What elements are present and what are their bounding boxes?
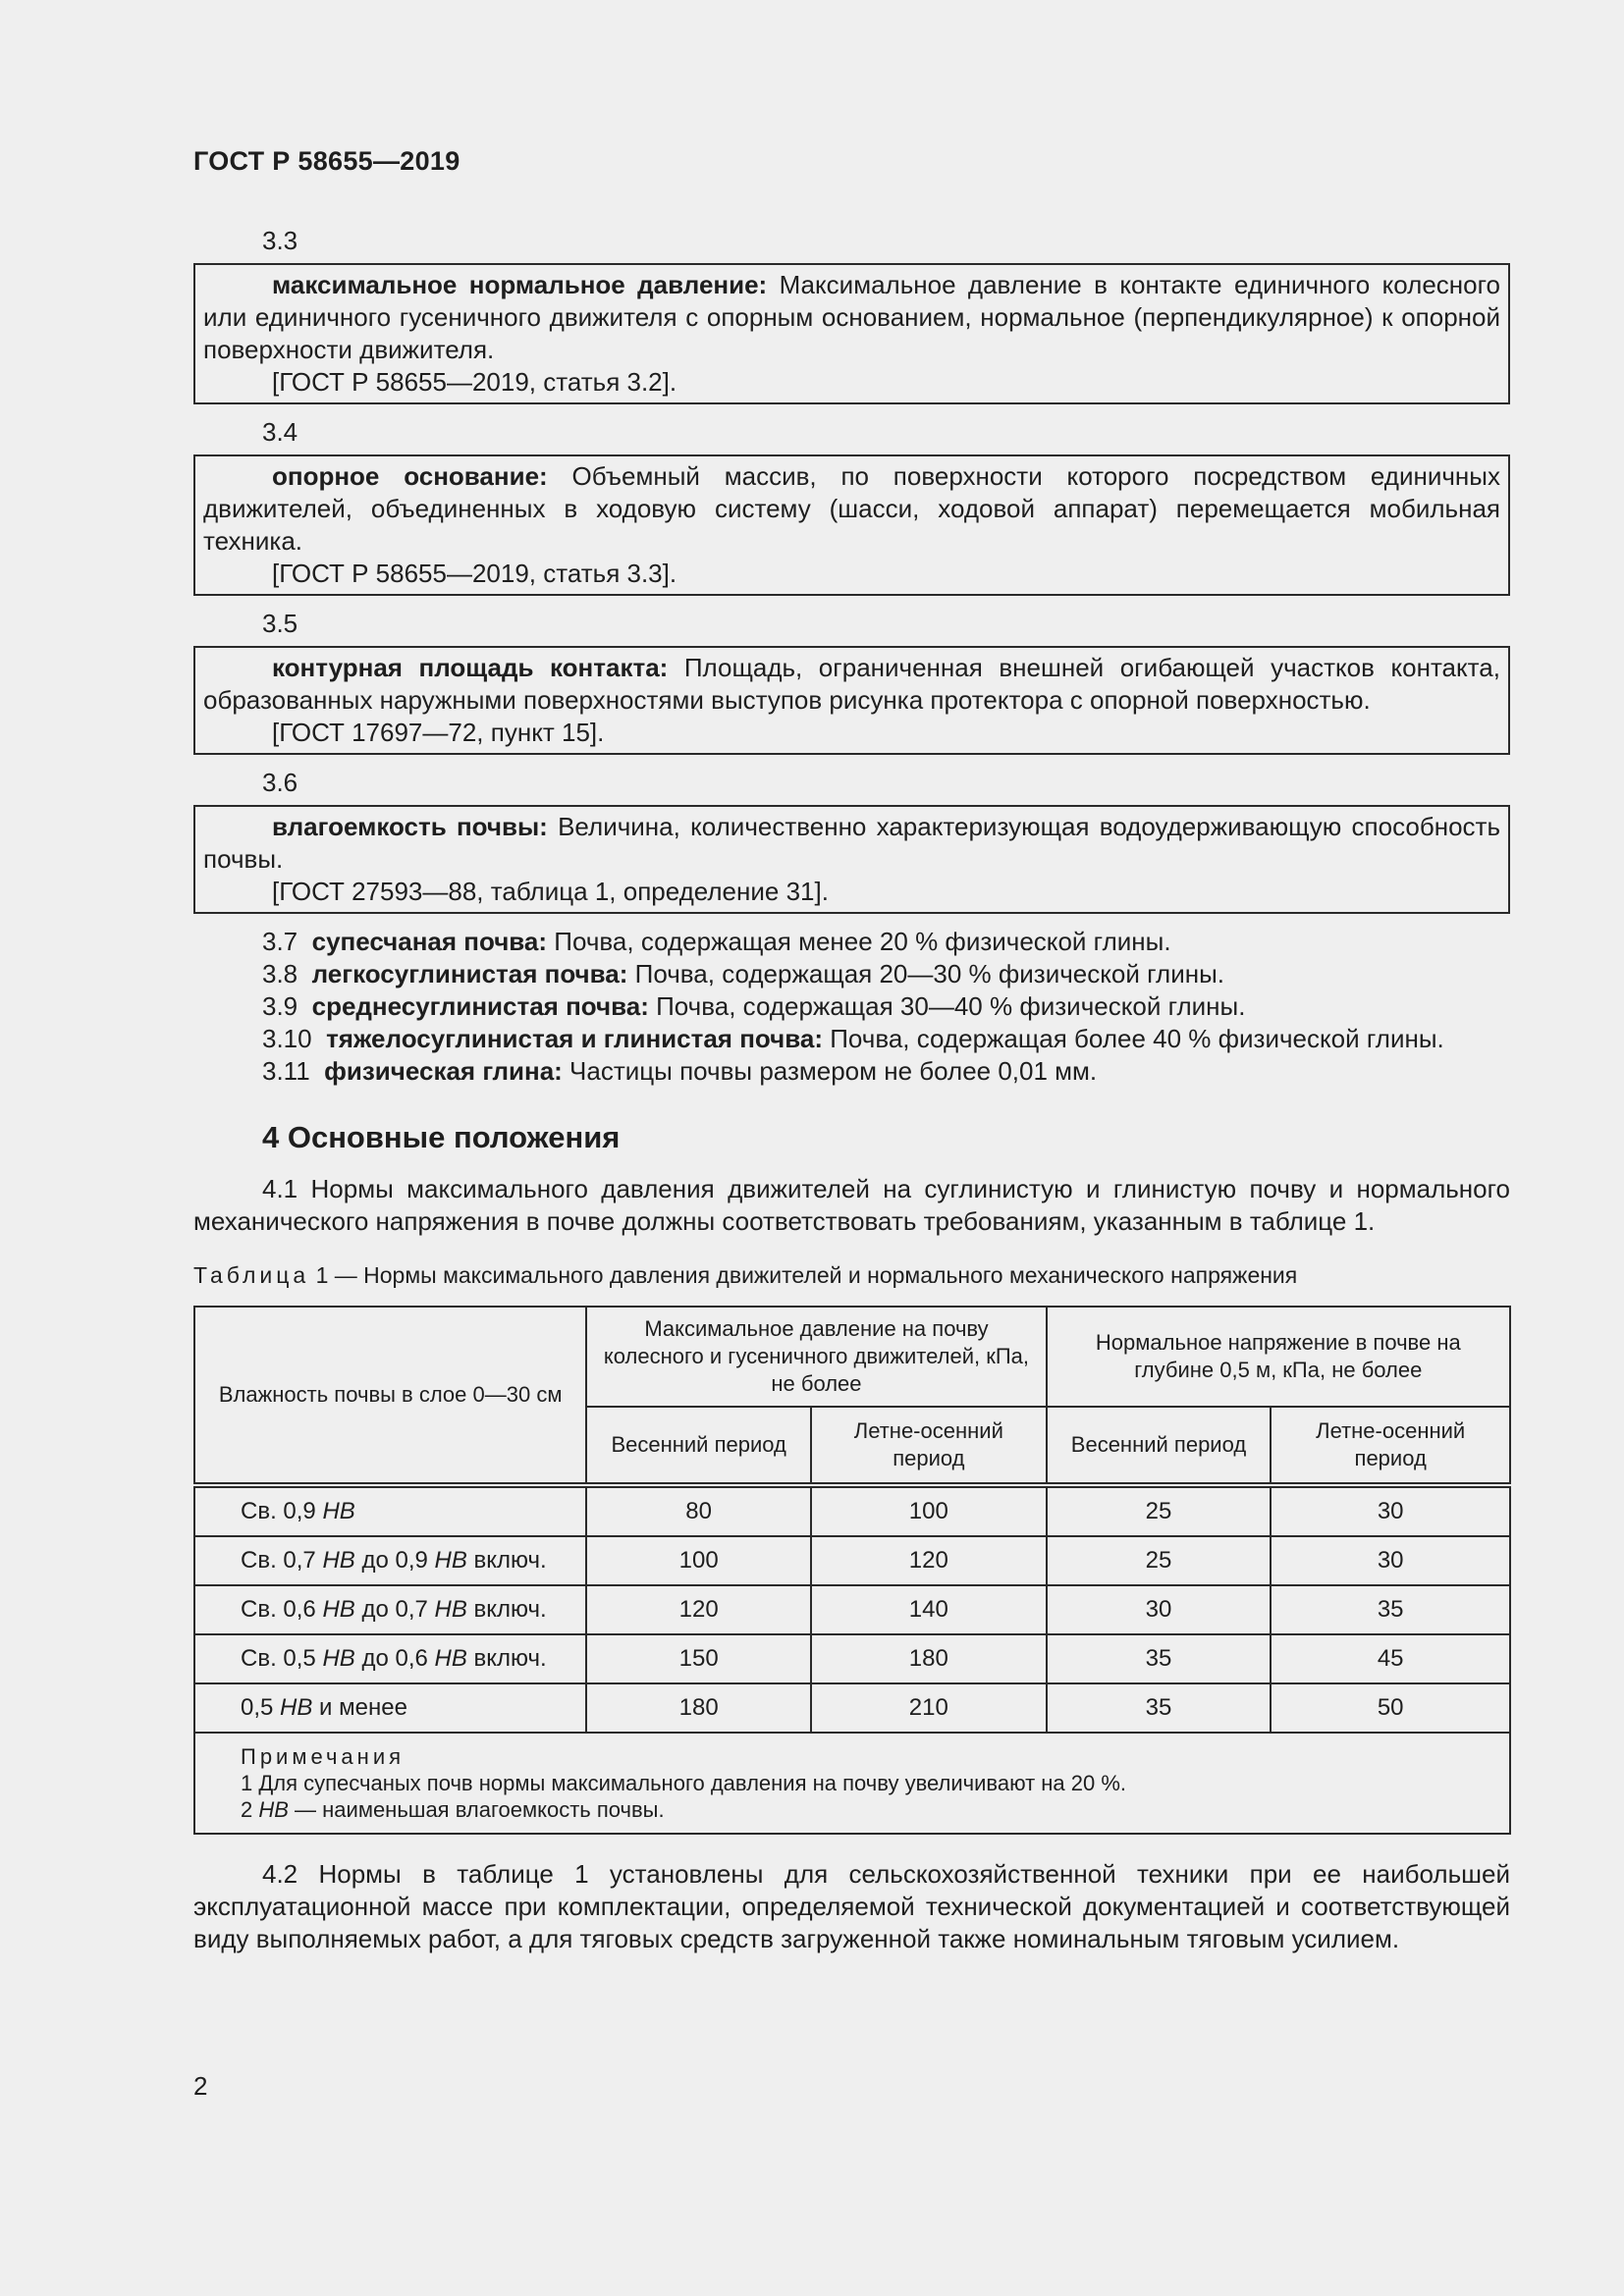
humidity-cell: 0,5 НВ и менее bbox=[194, 1683, 586, 1733]
definition-term: супесчаная почва: bbox=[311, 927, 548, 956]
definition-text: Почва, содержащая 30—40 % физической глины. bbox=[648, 991, 1246, 1021]
definition-term: тяжелосуглинистая и глинистая почва: bbox=[326, 1024, 823, 1053]
value-cell: 35 bbox=[1271, 1585, 1510, 1634]
table-notes-row bbox=[194, 1733, 1510, 1834]
definition-term: легкосуглинистая почва: bbox=[311, 959, 628, 988]
term-reference: [ГОСТ 27593—88, таблица 1, определение 31]. bbox=[272, 877, 829, 906]
table-caption bbox=[193, 1259, 1510, 1292]
value-cell: 30 bbox=[1271, 1536, 1510, 1585]
term-number: 3.4 bbox=[262, 417, 298, 447]
term-text: Объемный массив, по поверхности которого посредством единичных движителей, объединенных в ходовую систему (шасси, ходовой аппарат) перемещается мобильная техника. bbox=[203, 461, 1500, 556]
humidity-cell: Св. 0,6 НВ до 0,7 НВ включ. bbox=[194, 1585, 586, 1634]
header-spring: Весенний период bbox=[1047, 1407, 1272, 1485]
definition-term: физическая глина: bbox=[324, 1056, 563, 1086]
definition-3-10 bbox=[193, 1023, 1510, 1055]
value-cell: 140 bbox=[811, 1585, 1047, 1634]
value-cell: 100 bbox=[586, 1536, 811, 1585]
definition-term: среднесуглинистая почва: bbox=[311, 991, 649, 1021]
definition-text: Почва, содержащая более 40 % физической глины. bbox=[822, 1024, 1444, 1053]
value-cell: 30 bbox=[1047, 1585, 1272, 1634]
term-reference: [ГОСТ 17697—72, пункт 15]. bbox=[272, 718, 605, 747]
table-row bbox=[194, 1585, 1510, 1634]
term-definition bbox=[203, 652, 1500, 717]
definition-number: 3.10 bbox=[262, 1024, 312, 1053]
term-text: Величина, количественно характеризующая водоудерживающую способность почвы. bbox=[203, 812, 1500, 874]
term-number: 3.3 bbox=[262, 226, 298, 255]
header-humidity: Влажность почвы в слое 0—30 см bbox=[194, 1307, 586, 1485]
term-title: контурная площадь контакта: bbox=[272, 653, 669, 682]
notes-title: Примечания bbox=[241, 1744, 406, 1769]
value-cell: 35 bbox=[1047, 1683, 1272, 1733]
document-header: ГОСТ Р 58655—2019 bbox=[193, 146, 460, 176]
term-box-3-4 bbox=[193, 454, 1510, 596]
value-cell: 35 bbox=[1047, 1634, 1272, 1683]
term-definition bbox=[203, 811, 1500, 876]
definition-3-11 bbox=[193, 1055, 1510, 1088]
term-box-3-3 bbox=[193, 263, 1510, 404]
term-box-3-5 bbox=[193, 646, 1510, 755]
term-definition bbox=[203, 460, 1500, 558]
value-cell: 80 bbox=[586, 1485, 811, 1536]
table-row bbox=[194, 1536, 1510, 1585]
table-row bbox=[194, 1683, 1510, 1733]
header-normal-stress: Нормальное напряжение в почве на глубине 0,5 м, кПа, не более bbox=[1047, 1307, 1510, 1407]
value-cell: 25 bbox=[1047, 1536, 1272, 1585]
header-summer-autumn: Летне-осенний период bbox=[811, 1407, 1047, 1485]
term-box-3-6 bbox=[193, 805, 1510, 914]
value-cell: 50 bbox=[1271, 1683, 1510, 1733]
paragraph-4-2: 4.2 Нормы в таблице 1 установлены для сельскохозяйственной техники при ее наибольшей эксплуатационной массе при комплектации, определяемой технической документацией и соответствующей виду выполняемых работ, а для тяговых средств загруженной также номинальным тяговым усилием. bbox=[193, 1859, 1510, 1953]
value-cell: 180 bbox=[811, 1634, 1047, 1683]
humidity-cell: Св. 0,9 НВ bbox=[194, 1485, 586, 1536]
definition-number: 3.11 bbox=[262, 1056, 310, 1086]
term-reference: [ГОСТ Р 58655—2019, статья 3.2]. bbox=[272, 367, 677, 397]
definition-text: Частицы почвы размером не более 0,01 мм. bbox=[562, 1056, 1098, 1086]
note-1: 1 Для супесчаных почв нормы максимального давления на почву увеличивают на 20 %. bbox=[241, 1771, 1127, 1795]
value-cell: 30 bbox=[1271, 1485, 1510, 1536]
table-caption-text: 1 — Нормы максимального давления движителей и нормального механического напряжения bbox=[309, 1262, 1298, 1288]
value-cell: 45 bbox=[1271, 1634, 1510, 1683]
header-summer-autumn: Летне-осенний период bbox=[1271, 1407, 1510, 1485]
header-max-pressure: Максимальное давление на почву колесного и гусеничного движителей, кПа, не более bbox=[586, 1307, 1046, 1407]
value-cell: 210 bbox=[811, 1683, 1047, 1733]
definition-3-7 bbox=[193, 926, 1510, 958]
definition-text: Почва, содержащая менее 20 % физической глины. bbox=[547, 927, 1171, 956]
table-row bbox=[194, 1485, 1510, 1536]
term-reference: [ГОСТ Р 58655—2019, статья 3.3]. bbox=[272, 559, 677, 588]
term-number: 3.6 bbox=[262, 768, 298, 797]
term-title: максимальное нормальное давление: bbox=[272, 270, 768, 299]
table-notes bbox=[194, 1733, 1510, 1834]
table-caption-label: Таблица bbox=[193, 1262, 310, 1288]
term-text: Площадь, ограниченная внешней огибающей участков контакта, образованных наружными поверхностями выступов рисунка протектора с опорной поверхностью. bbox=[203, 653, 1500, 715]
value-cell: 100 bbox=[811, 1485, 1047, 1536]
term-number: 3.5 bbox=[262, 609, 298, 638]
definition-number: 3.7 bbox=[262, 927, 298, 956]
term-definition bbox=[203, 269, 1500, 366]
value-cell: 120 bbox=[586, 1585, 811, 1634]
definition-number: 3.9 bbox=[262, 991, 298, 1021]
header-spring: Весенний период bbox=[586, 1407, 811, 1485]
terms-block bbox=[193, 225, 1510, 1955]
definition-3-9 bbox=[193, 990, 1510, 1023]
section-heading: 4 Основные положения bbox=[262, 1120, 621, 1154]
humidity-cell: Св. 0,5 НВ до 0,6 НВ включ. bbox=[194, 1634, 586, 1683]
humidity-cell: Св. 0,7 НВ до 0,9 НВ включ. bbox=[194, 1536, 586, 1585]
definition-number: 3.8 bbox=[262, 959, 298, 988]
paragraph-4-1: 4.1 Нормы максимального давления движителей на суглинистую и глинистую почву и нормального механического напряжения в почве должны соответствовать требованиям, указанным в таблице 1. bbox=[193, 1174, 1510, 1236]
term-title: опорное основание: bbox=[272, 461, 548, 491]
value-cell: 150 bbox=[586, 1634, 811, 1683]
table-row bbox=[194, 1634, 1510, 1683]
value-cell: 120 bbox=[811, 1536, 1047, 1585]
note-2: 2 НВ — наименьшая влагоемкость почвы. bbox=[241, 1797, 665, 1822]
definition-3-8 bbox=[193, 958, 1510, 990]
value-cell: 25 bbox=[1047, 1485, 1272, 1536]
definition-text: Почва, содержащая 20—30 % физической глины. bbox=[627, 959, 1224, 988]
page-number: 2 bbox=[193, 2071, 208, 2101]
norms-table bbox=[193, 1306, 1511, 1835]
term-text: Максимальное давление в контакте единичного колесного или единичного гусеничного движителя с опорным основанием, нормальное (перпендикулярное) к опорной поверхности движителя. bbox=[203, 270, 1501, 364]
term-title: влагоемкость почвы: bbox=[272, 812, 548, 841]
value-cell: 180 bbox=[586, 1683, 811, 1733]
